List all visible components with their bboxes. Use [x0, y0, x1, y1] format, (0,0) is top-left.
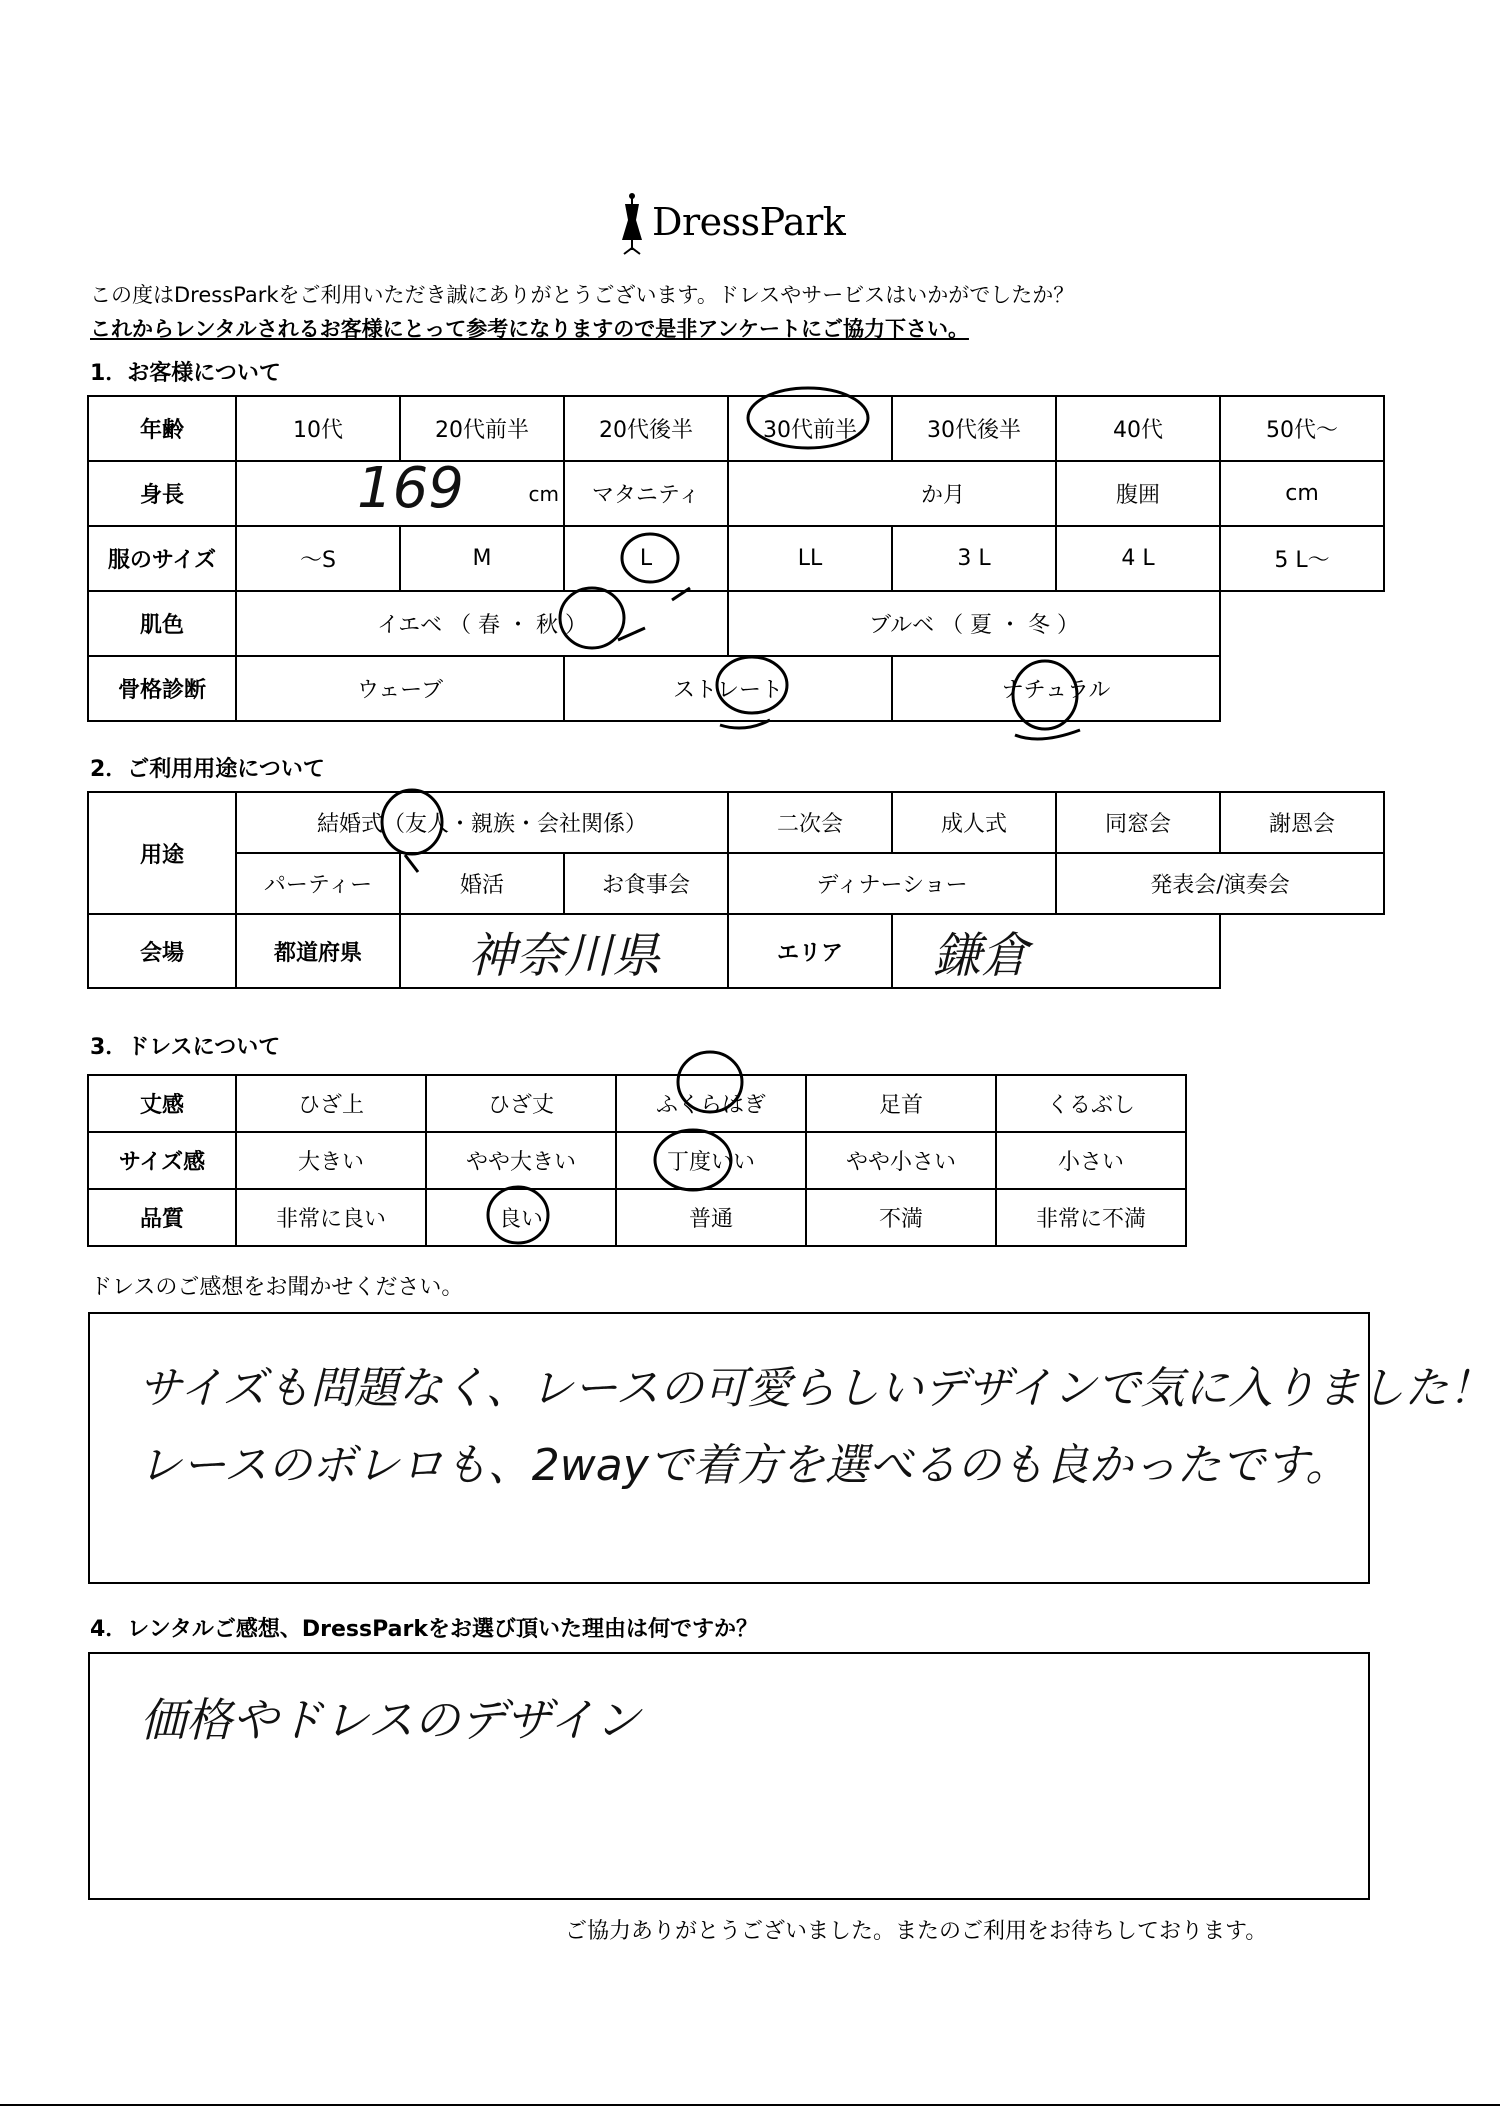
- quality-row: [88, 1189, 1186, 1246]
- skin-label: 肌色: [88, 591, 236, 656]
- prefecture-field[interactable]: [400, 914, 728, 988]
- section-2-title: 2．ご利用用途について: [90, 757, 325, 782]
- age-option[interactable]: 30代後半: [892, 396, 1056, 461]
- fit-option[interactable]: 大きい: [236, 1132, 426, 1189]
- comment-question: ドレスのご感想をお聞かせください。: [90, 1275, 464, 1300]
- height-row: [88, 461, 1384, 526]
- fit-option-selected[interactable]: 丁度いい: [616, 1132, 806, 1189]
- skin-yellow-option[interactable]: イエベ （ 春 ・ 秋 ）: [236, 591, 728, 656]
- quality-option[interactable]: 非常に良い: [236, 1189, 426, 1246]
- purpose-wedding-option[interactable]: 結婚式（友人・親族・会社関係）: [236, 792, 728, 853]
- purpose-option[interactable]: 二次会: [728, 792, 892, 853]
- intro-line-2: これからレンタルされるお客様にとって参考になりますので是非アンケートにご協力下さい。: [90, 317, 969, 341]
- size-option[interactable]: 5 L～: [1220, 526, 1384, 591]
- height-value: 169: [357, 461, 464, 521]
- maternity-label: マタニティ: [564, 461, 728, 526]
- purpose-option[interactable]: お食事会: [564, 853, 728, 914]
- size-option[interactable]: 3 L: [892, 526, 1056, 591]
- purpose-option[interactable]: 婚活: [400, 853, 564, 914]
- size-label: 服のサイズ: [88, 526, 236, 591]
- brand-logo: [612, 192, 852, 262]
- length-option[interactable]: ひざ丈: [426, 1075, 616, 1132]
- length-row: [88, 1075, 1186, 1132]
- venue-label: 会場: [88, 914, 236, 988]
- skin-blue-option[interactable]: ブルベ （ 夏 ・ 冬 ）: [728, 591, 1220, 656]
- fit-row: [88, 1132, 1186, 1189]
- purpose-option[interactable]: 成人式: [892, 792, 1056, 853]
- purpose-table: [87, 791, 1385, 989]
- area-value: 鎌倉: [933, 927, 1030, 984]
- size-option-selected[interactable]: L: [564, 526, 728, 591]
- quality-option[interactable]: 非常に不満: [996, 1189, 1186, 1246]
- purpose-option[interactable]: ディナーショー: [728, 853, 1056, 914]
- purpose-label: 用途: [88, 792, 236, 914]
- fit-label: サイズ感: [88, 1132, 236, 1189]
- reason-answer: 価格やドレスのデザイン: [140, 1693, 641, 1747]
- body-type-label: 骨格診断: [88, 656, 236, 721]
- size-row: [88, 526, 1384, 591]
- age-option[interactable]: 50代～: [1220, 396, 1384, 461]
- footer-divider: [0, 2104, 1500, 2106]
- body-type-row: [88, 656, 1384, 721]
- age-option[interactable]: 40代: [1056, 396, 1220, 461]
- comment-box[interactable]: [88, 1312, 1493, 1584]
- purpose-option[interactable]: 発表会/演奏会: [1056, 853, 1384, 914]
- empty-cell: [1220, 656, 1384, 721]
- body-type-option-selected[interactable]: ナチュラル: [892, 656, 1220, 721]
- fit-option[interactable]: やや大きい: [426, 1132, 616, 1189]
- length-label: 丈感: [88, 1075, 236, 1132]
- height-field[interactable]: [236, 461, 564, 526]
- height-label: 身長: [88, 461, 236, 526]
- dress-form-icon: [612, 192, 652, 258]
- age-label: 年齢: [88, 396, 236, 461]
- area-label: エリア: [728, 914, 892, 988]
- length-option[interactable]: くるぶし: [996, 1075, 1186, 1132]
- dress-table: [87, 1074, 1187, 1247]
- size-option[interactable]: ～S: [236, 526, 400, 591]
- customer-table: [87, 395, 1385, 722]
- fit-option[interactable]: やや小さい: [806, 1132, 996, 1189]
- comment-line-2: レースのボレロも、2wayで着方を選べるのも良かったです。: [138, 1440, 1350, 1491]
- fit-option[interactable]: 小さい: [996, 1132, 1186, 1189]
- age-option-selected[interactable]: 30代前半: [728, 396, 892, 461]
- purpose-option[interactable]: 謝恩会: [1220, 792, 1384, 853]
- size-option[interactable]: M: [400, 526, 564, 591]
- prefecture-label: 都道府県: [236, 914, 400, 988]
- length-option-selected[interactable]: ふくらはぎ: [616, 1075, 806, 1132]
- height-unit: cm: [528, 482, 559, 506]
- section-4-question: 4．レンタルご感想、DressParkをお選び頂いた理由は何ですか？: [90, 1617, 758, 1642]
- skin-row: [88, 591, 1384, 656]
- age-row: [88, 396, 1384, 461]
- length-option[interactable]: 足首: [806, 1075, 996, 1132]
- quality-option[interactable]: 普通: [616, 1189, 806, 1246]
- empty-cell: [1220, 591, 1384, 656]
- waist-unit[interactable]: cm: [1220, 461, 1384, 526]
- closing-message: ご協力ありがとうございました。またのご利用をお待ちしております。: [565, 1919, 1268, 1944]
- purpose-option[interactable]: 同窓会: [1056, 792, 1220, 853]
- quality-option[interactable]: 不満: [806, 1189, 996, 1246]
- age-option[interactable]: 20代後半: [564, 396, 728, 461]
- comment-line-1: サイズも問題なく、レースの可愛らしいデザインで気に入りました！: [138, 1363, 1493, 1414]
- purpose-row-2: [88, 853, 1384, 914]
- section-1-title: 1．お客様について: [90, 361, 281, 386]
- brand-name: DressPark: [652, 200, 846, 244]
- waist-label: 腹囲: [1056, 461, 1220, 526]
- purpose-row-1: [88, 792, 1384, 853]
- venue-row: [88, 914, 1384, 988]
- quality-label: 品質: [88, 1189, 236, 1246]
- reason-box[interactable]: [88, 1652, 1370, 1900]
- prefecture-value: 神奈川県: [467, 927, 660, 984]
- body-natural-tick: [1015, 730, 1080, 739]
- length-option[interactable]: ひざ上: [236, 1075, 426, 1132]
- maternity-months[interactable]: か月: [728, 461, 1056, 526]
- area-field[interactable]: [892, 914, 1220, 988]
- quality-option-selected[interactable]: 良い: [426, 1189, 616, 1246]
- body-type-option-selected[interactable]: ストレート: [564, 656, 892, 721]
- size-option[interactable]: LL: [728, 526, 892, 591]
- body-type-option[interactable]: ウェーブ: [236, 656, 564, 721]
- age-option[interactable]: 20代前半: [400, 396, 564, 461]
- size-option[interactable]: 4 L: [1056, 526, 1220, 591]
- purpose-option[interactable]: パーティー: [236, 853, 400, 914]
- intro-line-1: この度はDressParkをご利用いただき誠にありがとうございます。ドレスやサービスはいかがでしたか？: [90, 283, 1075, 307]
- empty-cell: [1220, 914, 1384, 988]
- section-3-title: 3．ドレスについて: [90, 1035, 281, 1060]
- age-option[interactable]: 10代: [236, 396, 400, 461]
